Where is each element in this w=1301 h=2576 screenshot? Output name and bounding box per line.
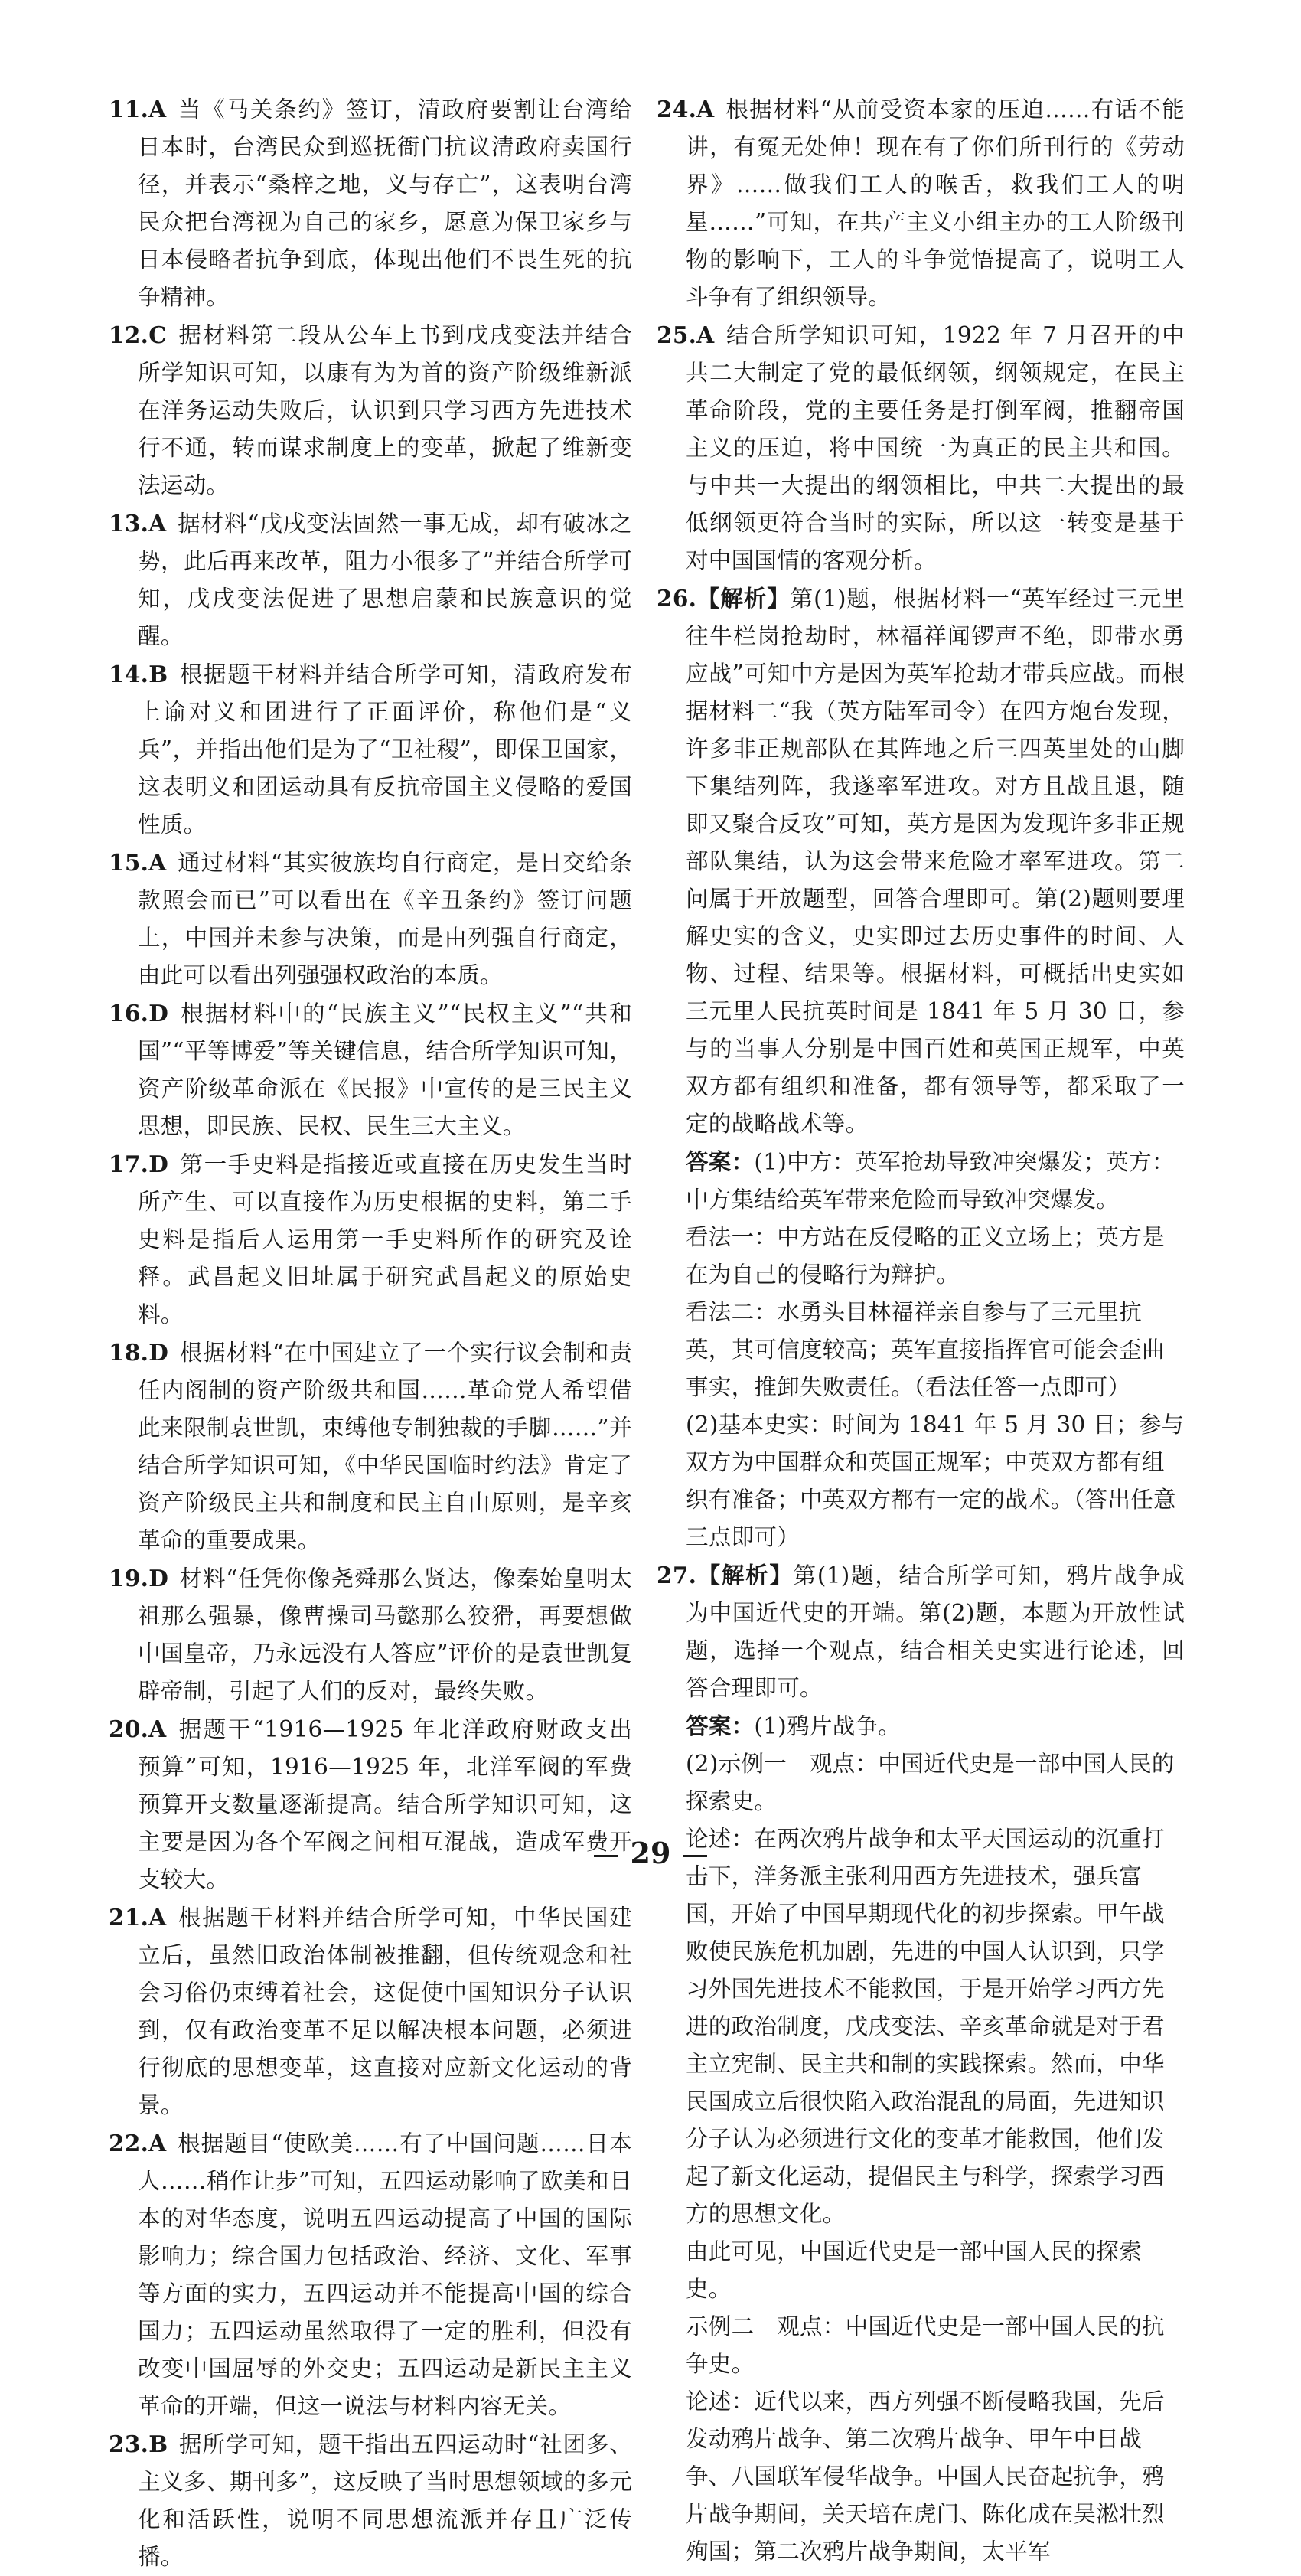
question-item (109, 1710, 632, 1899)
answer-letter: A (148, 510, 167, 537)
question-item (109, 316, 632, 504)
answer-letter: A (148, 1904, 167, 1931)
question-item (657, 90, 1185, 316)
question-item (109, 1899, 632, 2124)
question-item (109, 2425, 632, 2576)
answer-label: 答案： (686, 1712, 755, 1739)
explanation-text: 据题干“1916—1925 年北洋政府财政支出预算”可知，1916—1925 年，北洋军阀的军费预算开支数量逐渐提高。结合所学知识可知，这主要是因为各个军阀之间相互混战，造成军费开支较大。 (138, 1716, 632, 1892)
question-item (109, 655, 632, 844)
explanation-text: 根据题干材料并结合所学可知，中华民国建立后，虽然旧政治体制被推翻，但传统观念和社会习俗仍束缚着社会，这促使中国知识分子认识到，仅有政治变革不足以解决根本问题，必须进行彻底的思想变革，这直接对应新文化运动的背景。 (138, 1905, 632, 2118)
explanation-text: 据材料“戊戌变法固然一事无成，却有破冰之势，此后再来改革，阻力小很多了”并结合所学可知，戊戌变法促进了思想启蒙和民族意识的觉醒。 (138, 511, 632, 649)
answer-letter: D (148, 1151, 169, 1177)
answer-letter: A (148, 2130, 167, 2156)
question-item (109, 994, 632, 1145)
question-number: 18. (109, 1339, 149, 1366)
explanation-text: 根据题目“使欧美……有了中国问题……日本人……稍作让步”可知，五四运动影响了欧美和日本的对华态度，说明五四运动提高了中国的国际影响力；综合国力包括政治、经济、文化、军事等方面的实力，五四运动并不能提高中国的综合国力；五四运动虽然取得了一定的胜利，但没有改变中国屈辱的外交史；五四运动是新民主主义革命的开端，但这一说法与材料内容无关。 (138, 2130, 632, 2419)
answer-letter: C (148, 322, 168, 348)
question-item (109, 2124, 632, 2425)
answer-line: (2)基本史实：时间为 1841 年 5 月 30 日；参与双方为中国群众和英国正规军；中英双方都有组织有准备；中英双方都有一定的战术。（答出任意三点即可） (686, 1412, 1185, 1550)
question-number: 26. (657, 585, 697, 612)
question-item (109, 1145, 632, 1334)
explanation-text: 根据题干材料并结合所学可知，清政府发布上谕对义和团进行了正面评价，称他们是“义兵”，并指出他们是为了“卫社稷”，即保卫国家，这表明义和团运动具有反抗帝国主义侵略的爱国性质。 (138, 661, 632, 837)
answer-line: (2)示例一 观点：中国近代史是一部中国人民的探索史。 (686, 1751, 1175, 1814)
analysis-text: 第(1)题，根据材料一“英军经过三元里往牛栏岗抢劫时，林福祥闻锣声不绝，即带水勇应战”可知中方是因为英军抢劫才带兵应战。而根据材料二“我（英方陆军司令）在四方炮台发现，许多非正规部队在其阵地之后三四英里处的山脚下集结列阵，我遂率军进攻。对方且战且退，随即又聚合反攻”可知，英方是因为发现许多非正规部队集结，认为这会带来危险才率军进攻。第二问属于开放题型，回答合理即可。第(2)题则要理解史实的含义，史实即过去历史事件的时间、人物、过程、结果等。根据材料，可概括出史实如三元里人民抗英时间是 1841 年 5 月 30 日，参与的当事人分别是中国百姓和英国正规军，中英双方都有组织和准备，都有领导等，都采取了一定的战略战术等。 (686, 586, 1185, 1137)
question-item (109, 1559, 632, 1710)
footer-dash (594, 1855, 618, 1857)
question-27 (657, 1556, 1185, 1707)
question-26 (657, 580, 1185, 1143)
answer-line: 由此可见，中国近代史是一部中国人民的探索史。 (686, 2238, 1143, 2302)
answer-letter: A (148, 849, 167, 876)
answer-letter: A (696, 322, 715, 348)
question-number: 22. (109, 2130, 149, 2156)
question-number: 13. (109, 510, 149, 537)
answer-label: 答案： (686, 1148, 755, 1175)
analysis-tag: 【解析】 (696, 1562, 794, 1588)
explanation-text: 据材料第二段从公车上书到戊戌变法并结合所学知识可知，以康有为为首的资产阶级维新派在洋务运动失败后，认识到只学习西方先进技术行不通，转而谋求制度上的变革，掀起了维新变法运动。 (138, 322, 632, 498)
question-item (109, 1334, 632, 1559)
answer-line: 论述：近代以来，西方列强不断侵略我国，先后发动鸦片战争、第二次鸦片战争、甲午中日战争、八国联军侵华战争。中国人民奋起抗争，鸦片战争期间，关天培在虎门、陈化成在吴淞壮烈殉国；第二次鸦片战争期间，太平军 (686, 2388, 1165, 2565)
question-item (657, 316, 1185, 580)
question-number: 11. (109, 96, 149, 122)
page-number: 29 (630, 1836, 671, 1870)
answer-line: (1)中方：英军抢劫导致冲突爆发；英方：中方集结给英军带来危险而导致冲突爆发。 (686, 1149, 1175, 1213)
analysis-text: 第(1)题，结合所学可知，鸦片战争成为中国近代史的开端。第(2)题，本题为开放性试题，选择一个观点，结合相关史实进行论述，回答合理即可。 (686, 1562, 1185, 1701)
page-footer (0, 1836, 1301, 1870)
answer-line: 示例二 观点：中国近代史是一部中国人民的抗争史。 (686, 2313, 1165, 2377)
explanation-text: 结合所学知识可知，1922 年 7 月召开的中共二大制定了党的最低纲领，纲领规定，在民主革命阶段，党的主要任务是打倒军阀，推翻帝国主义的压迫，将中国统一为真正的民主共和国。与中共一大提出的纲领相比，中共二大提出的最低纲领更符合当时的实际，所以这一转变是基于对中国国情的客观分析。 (686, 322, 1185, 573)
question-number: 19. (109, 1565, 149, 1592)
explanation-text: 根据材料“从前受资本家的压迫……有话不能讲，有冤无处伸！现在有了你们所刊行的《劳动界》……做我们工人的喉舌，救我们工人的明星……”可知，在共产主义小组主办的工人阶级刊物的影响下，工人的斗争觉悟提高了，说明工人斗争有了组织领导。 (686, 96, 1185, 310)
answer-line: 看法一：中方站在反侵略的正义立场上；英方是在为自己的侵略行为辩护。 (686, 1224, 1165, 1288)
answer-letter: A (696, 96, 715, 122)
answer-letter: B (148, 661, 168, 687)
explanation-text: 材料“任凭你像尧舜那么贤达，像秦始皇明太祖那么强暴，像曹操司马懿那么狡猾，再要想做中国皇帝，乃永远没有人答应”评价的是袁世凯复辟帝制，引起了人们的反对，最终失败。 (138, 1566, 632, 1704)
left-column (109, 90, 632, 2576)
right-items (657, 90, 1185, 580)
question-number: 14. (109, 661, 149, 687)
question-number: 21. (109, 1904, 149, 1931)
explanation-text: 根据材料“在中国建立了一个实行议会制和责任内阁制的资产阶级共和国……革命党人希望借此来限制袁世凯，束缚他专制独裁的手脚……”并结合所学知识可知，《中华民国临时约法》肯定了资产阶级民主共和制度和民主自由原则，是辛亥革命的重要成果。 (138, 1340, 632, 1553)
answer-letter: D (148, 1339, 169, 1366)
question-26-answer (657, 1143, 1185, 1556)
question-number: 25. (657, 322, 697, 348)
question-number: 27. (657, 1562, 697, 1588)
explanation-text: 当《马关条约》签订，清政府要割让台湾给日本时，台湾民众到巡抚衙门抗议清政府卖国行径，并表示“桑梓之地，义与存亡”，这表明台湾民众把台湾视为自己的家乡，愿意为保卫家乡与日本侵略者抗争到底，体现出他们不畏生死的抗争精神。 (138, 96, 632, 310)
question-number: 16. (109, 1000, 149, 1027)
question-number: 20. (109, 1716, 149, 1742)
answer-letter: D (148, 1565, 169, 1592)
answer-line: (1)鸦片战争。 (754, 1713, 902, 1739)
explanation-text: 通过材料“其实彼族均自行商定，是日交给条款照会而已”可以看出在《辛丑条约》签订问题上，中国并未参与决策，而是由列强自行商定，由此可以看出列强强权政治的本质。 (138, 850, 632, 988)
footer-dash (683, 1855, 707, 1857)
answer-line: 论述：在两次鸦片战争和太平天国运动的沉重打击下，洋务派主张利用西方先进技术，强兵富国，开始了中国早期现代化的初步探索。甲午战败使民族危机加剧，先进的中国人认识到，只学习外国先进技术不能救国，于是开始学习西方先进的政治制度，戊戌变法、辛亥革命就是对于君主立宪制、民主共和制的实践探索。然而，中华民国成立后很快陷入政治混乱的局面，先进知识分子认为必须进行文化的变革才能救国，他们发起了新文化运动，提倡民主与科学，探索学习西方的思想文化。 (686, 1826, 1165, 2227)
answer-letter: B (148, 2431, 168, 2457)
question-item (109, 844, 632, 994)
question-number: 24. (657, 96, 697, 122)
question-item (109, 504, 632, 655)
question-number: 17. (109, 1151, 149, 1177)
question-item (109, 90, 632, 316)
explanation-text: 第一手史料是指接近或直接在历史发生当时所产生、可以直接作为历史根据的史料，第二手史料是指后人运用第一手史料所作的研究及诠释。武昌起义旧址属于研究武昌起义的原始史料。 (138, 1151, 632, 1327)
explanation-text: 根据材料中的“民族主义”“民权主义”“共和国”“平等博爱”等关键信息，结合所学知识可知，资产阶级革命派在《民报》中宣传的是三民主义思想，即民族、民权、民生三大主义。 (138, 1001, 632, 1139)
question-number: 15. (109, 849, 149, 876)
explanation-text: 据所学可知，题干指出五四运动时“社团多、主义多、期刊多”，这反映了当时思想领域的多元化和活跃性，说明不同思想流派并存且广泛传播。 (138, 2431, 632, 2570)
answer-letter: D (148, 1000, 169, 1027)
question-number: 12. (109, 322, 149, 348)
analysis-tag: 【解析】 (696, 585, 791, 612)
answer-letter: A (148, 1716, 167, 1742)
question-number: 23. (109, 2431, 149, 2457)
right-column (657, 90, 1185, 2571)
answer-line: 看法二：水勇头目林福祥亲自参与了三元里抗英，其可信度较高；英军直接指挥官可能会歪曲事实，推卸失败责任。（看法任答一点即可） (686, 1299, 1165, 1400)
answer-letter: A (148, 96, 167, 122)
